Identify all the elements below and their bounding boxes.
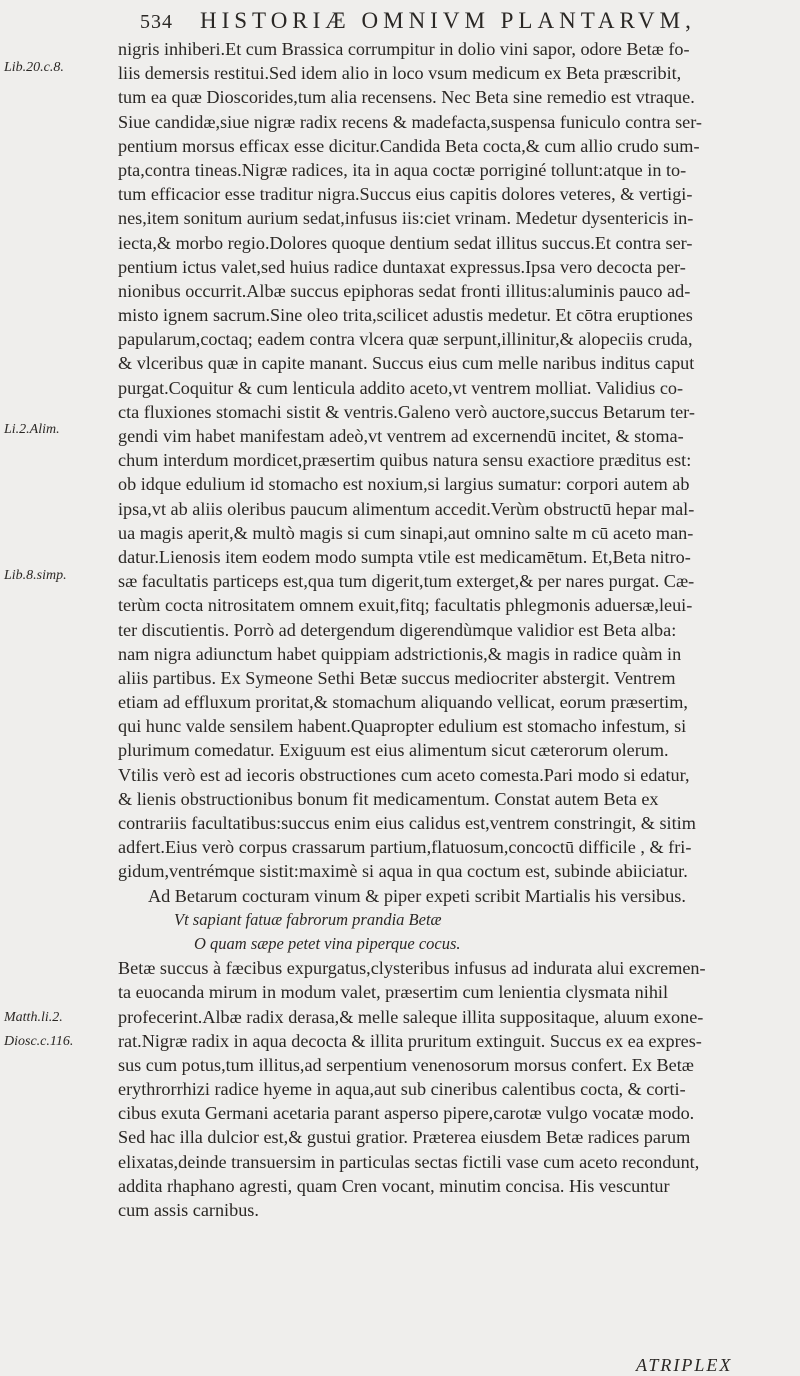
text-line: adfert.Eius verò corpus crassarum partium,flatuosum,concoctū difficile , & fri- <box>118 837 692 858</box>
text-line: aliis partibus. Ex Symeone Sethi Betæ succus mediocriter abstergit. Ventrem <box>118 667 676 688</box>
text-line: addita rhaphano agresti, quam Cren vocant, minutim concisa. His vescuntur <box>118 1175 670 1196</box>
text-line: contrariis facultatibus:succus enim eius calidus est,ventrem constringit, & sitim <box>118 813 696 833</box>
text-line: nionibus occurrit.Albæ succus epiphoras sedat fronti illitus:aluminis pauco ad- <box>118 280 691 301</box>
text-line: etiam ad effluxum proritat,& stomachum aliquando vellicat, eorum præsertim, <box>118 692 688 713</box>
text-line: elixatas,deinde transuersim in particulas sectas fictili vase cum aceto recondunt, <box>118 1151 700 1172</box>
margin-note: Matth.li.2. <box>4 1010 63 1025</box>
page-number: 534 <box>140 11 173 33</box>
text-line: ter discutientis. Porrò ad detergendum digerendùmque validior est Beta alba: <box>118 619 677 640</box>
margin-note: Diosc.c.116. <box>4 1034 74 1049</box>
text-line: pentium morsus efficax esse dicitur.Candida Beta cocta,& cum allio crudo sum- <box>118 135 700 156</box>
text-line: Betæ succus à fæcibus expurgatus,clysteribus infusus ad indurata alui excremen- <box>118 958 706 979</box>
text-line: rat.Nigræ radix in aqua decocta & illita pruritum extinguit. Succus ex ea expres- <box>118 1030 702 1051</box>
text-line: & vlceribus quæ in capite manant. Succus eius cum melle naribus inditus caput <box>118 353 695 374</box>
text-line: Sed hac illa dulcior est,& gustui gratior. Præterea eiusdem Betæ radices parum <box>118 1127 691 1148</box>
text-line: cibus exuta Germani acetaria parant asperso pipere,carotæ vulgo vocatæ modo. <box>118 1103 695 1124</box>
text-line: & lienis obstructionibus bonum fit medicamentum. Constat autem Beta ex <box>118 788 659 809</box>
margin-note: Lib.8.simp. <box>4 568 67 583</box>
margin-note: Li.2.Alim. <box>4 422 60 437</box>
text-line: papularum,coctaq; eadem contra vlcera quæ serpunt,illinitur,& alopeciis cruda, <box>118 329 693 350</box>
verse-line: Vt sapiant fatuæ fabrorum prandia Betæ <box>174 909 442 929</box>
text-line: tum ea quæ Dioscorides,tum alia recensens. Nec Beta sine remedio est vtraque. <box>118 87 695 108</box>
page-header <box>0 6 800 36</box>
text-line: tum efficacior esse traditur nigra.Succus eius capitis dolores veteres, & vertigi- <box>118 184 693 205</box>
text-line: iecta,& morbo regio.Dolores quoque dentium sedat illitus succus.Et contra ser- <box>118 232 693 253</box>
text-line: ob idque edulium id stomacho est noxium,si largius sumatur: corpori autem ab <box>118 474 690 495</box>
text-line: nam nigra adiunctum habet quippiam adstrictionis,& magis in radice quàm in <box>118 643 682 664</box>
text-line: cum assis carnibus. <box>118 1200 259 1220</box>
text-line: plurimum comedatur. Exiguum est eius alimentum sicut cæterorum olerum. <box>118 740 669 761</box>
text-line: gendi vim habet manifestam adeò,vt ventrem ad excernendū incitet, & stoma- <box>118 426 684 446</box>
text-line: liis demersis restitui.Sed idem alio in loco vsum medicum ex Beta præscribit, <box>118 63 682 84</box>
text-line: profecerint.Albæ radix derasa,& melle saleque illita suppositaque, aluum exone- <box>118 1006 704 1027</box>
text-line: ipsa,vt ab aliis oleribus paucum alimentum accedit.Verùm obstructū hepar mal- <box>118 498 695 519</box>
text-line: nes,item sonitum aurium sedat,infusus iis:ciet vrinam. Medetur dysentericis in- <box>118 208 694 229</box>
catchword: ATRIPLEX <box>636 1355 733 1375</box>
text-line: purgat.Coquitur & cum lenticula addito aceto,vt ventrem molliat. Validius co- <box>118 377 684 398</box>
text-line: Siue candidæ,siue nigræ radix recens & madefacta,suspensa funiculo contra ser- <box>118 111 702 132</box>
text-line: qui hunc valde sensilem habent.Quapropter edulium est stomacho infestum, si <box>118 716 687 737</box>
text-line: terùm cocta nitrositatem omnem exuit,fitq; facultatis phlegmonis aduersæ,leui- <box>118 595 693 616</box>
text-line: pta,contra tineas.Nigræ radices, ita in aqua coctæ porriginé tollunt:atque in to- <box>118 159 687 180</box>
text-line: nigris inhiberi.Et cum Brassica corrumpitur in dolio vini sapor, odore Betæ fo- <box>118 39 690 59</box>
verse-line: O quam sæpe petet vina piperque cocus. <box>194 933 461 953</box>
text-line: cta fluxiones stomachi sistit & ventris.Galeno verò auctore,succus Betarum ter- <box>118 401 695 422</box>
text-line: sæ facultatis particeps est,qua tum digerit,tum exterget,& per nares purgat. Cæ- <box>118 571 695 592</box>
running-title: HISTORIÆ OMNIVM PLANTARVM, <box>200 8 696 33</box>
text-line: gidum,ventrémque sistit:maximè si aqua in qua coctum est, subinde abiiciatur. <box>118 861 688 882</box>
text-line: ua magis aperit,& multò magis si cum sinapi,aut omnino salte m cū aceto man- <box>118 522 694 543</box>
text-line: erythrorrhizi radice hyeme in aqua,aut sub cineribus calentibus cocta, & corti- <box>118 1079 686 1100</box>
text-line: ta euocanda mirum in modum valet, præsertim cum lenientia clysmata nihil <box>118 982 669 1003</box>
text-line: misto ignem sacrum.Sine oleo trita,scilicet adustis medetur. Et cōtra eruptiones <box>118 305 693 326</box>
main-text-block <box>118 37 788 1222</box>
text-line: Ad Betarum cocturam vinum & piper expeti scribit Martialis his versibus. <box>148 885 686 906</box>
text-line: sus cum potus,tum illitus,ad serpentium venenosorum morsus confert. Ex Betæ <box>118 1054 694 1075</box>
text-line: datur.Lienosis item eodem modo sumpta vtile est medicamētum. Et,Beta nitro- <box>118 546 691 567</box>
text-line: chum interdum mordicet,præsertim quibus natura sensu exactiore præditus est: <box>118 450 692 471</box>
text-line: pentium ictus valet,sed huius radice duntaxat expressus.Ipsa vero decocta per- <box>118 256 686 277</box>
margin-note: Lib.20.c.8. <box>4 60 64 75</box>
text-line: Vtilis verò est ad iecoris obstructiones cum aceto comesta.Pari modo si edatur, <box>118 764 690 785</box>
